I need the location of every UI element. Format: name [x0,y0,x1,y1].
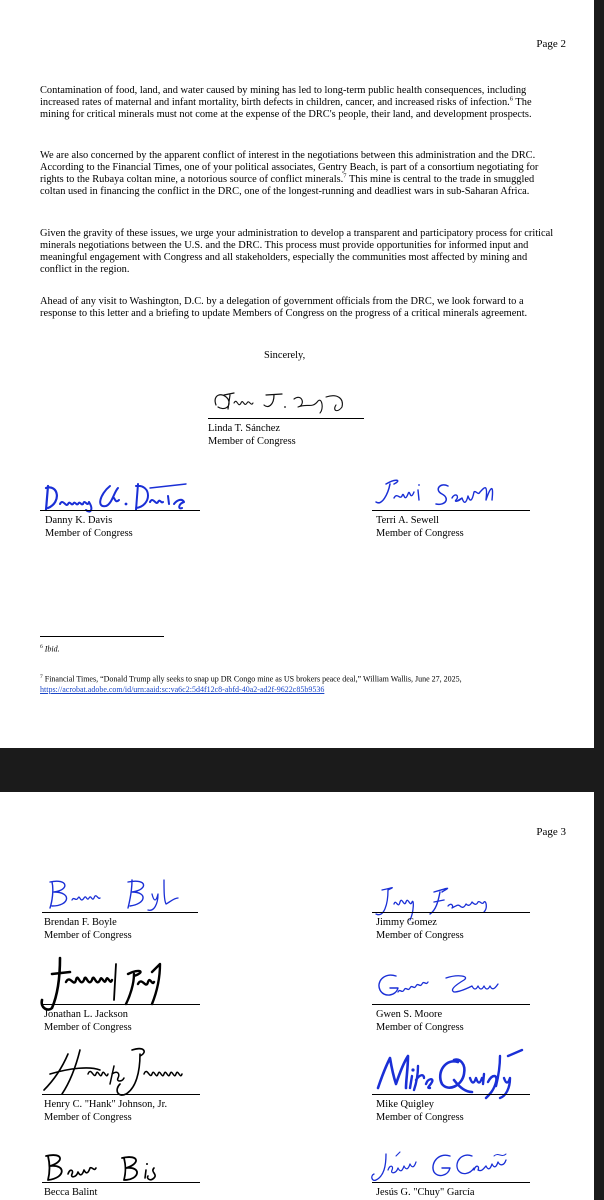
signer-name: Terri A. Sewell [376,515,440,526]
signature-terri-sewell [372,476,522,512]
signer-name: Henry C. "Hank" Johnson, Jr. [44,1099,168,1110]
page-number: Page 3 [536,826,566,838]
signature-line [372,1094,530,1095]
signature-line [208,418,364,419]
paragraph-briefing-request: Ahead of any visit to Washington, D.C. by a delegation of government officials from the DRC, we look forward to a response to this letter and a briefing to update Members of Congress on the progress of a critical minerals agreement. [40,296,528,319]
signer-name: Jonathan L. Jackson [44,1009,128,1020]
signer-name: Mike Quigley [376,1099,435,1110]
signer-title: Member of Congress [44,1112,132,1123]
signer-block-jackson [44,1008,132,1034]
paragraph-transparent-process: Given the gravity of these issues, we urge your administration to develop a transparent and participatory process for critical minerals negotiations between the U.S. and the DRC. This process must provide opportunities for informed input and meaningful engagement with Congress and all stakeholders, especially the communities most affected by mining and conflict in the region. [40,228,554,275]
signer-name: Brendan F. Boyle [44,917,117,928]
signer-title: Member of Congress [208,436,296,447]
paragraph-public-health: Contamination of food, land, and water caused by mining has led to long-term public health consequences, including increased rates of maternal and infant mortality, birth defects in children, cancer, and increased risks of infection.$^6$ The mining for critical minerals must not come at the expense of the DRC's people, their land, and development prospects. [40,85,532,120]
signature-line [372,912,530,913]
signer-block-boyle [44,916,132,942]
signature-line [42,912,198,913]
signature-brendan-boyle [44,876,194,912]
signer-block-gomez [376,916,464,942]
signer-name: Jimmy Gomez [376,917,437,928]
signature-line [372,510,530,511]
signer-title: Member of Congress [376,528,464,539]
signature-line [40,510,200,511]
signer-title: Member of Congress [45,528,133,539]
signature-line [42,1182,200,1183]
footnote-6: $^6$ Ibid. [40,644,60,654]
signature-linda-sanchez [208,385,358,419]
signature-gwen-moore [374,968,524,1004]
signer-block-balint [44,1186,97,1199]
signature-jonathan-jackson [30,954,190,1014]
signer-title: Member of Congress [44,930,132,941]
signature-line [372,1182,530,1183]
page-gap [0,748,604,792]
signer-block-sanchez [208,422,296,448]
signer-block-davis [45,514,133,540]
signer-title: Member of Congress [376,1022,464,1033]
signer-block-garcia [376,1186,475,1199]
footnote-ref-6: 6 [509,95,514,103]
signer-title: Member of Congress [376,930,464,941]
letter-page-3 [0,792,594,1200]
signature-becca-balint [40,1150,190,1184]
signer-name: Becca Balint [44,1187,98,1198]
signature-line [372,1004,530,1005]
signer-name: Gwen S. Moore [376,1009,443,1020]
signer-block-moore [376,1008,464,1034]
signer-block-sewell [376,514,464,540]
footnote-ref-7: 7 [343,172,347,180]
signature-mike-quigley [372,1048,522,1100]
signer-name: Danny K. Davis [45,515,113,526]
signer-title: Member of Congress [376,1112,464,1123]
signature-line [42,1004,200,1005]
paragraph-conflict-of-interest: We are also concerned by the apparent conflict of interest in the negotiations between this administration and the DRC. According to the Financial Times, one of your political associates, Gentry Beach, is part of a consortium negotiating for rights to the Rubaya coltan mine, a notorious source of conflict minerals.$^7$ This mine is central to the trade in smuggled coltan used in financing the conflict in the DRC, one of the longest-running and deadliest wars in sub-Saharan Africa. [40,150,539,197]
footnote-divider [40,636,164,637]
signature-hank-johnson [40,1044,200,1100]
closing-salutation: Sincerely, [264,350,306,361]
signer-block-johnson [44,1098,167,1124]
signature-line [42,1094,200,1095]
footnote-link[interactable]: https://acrobat.adobe.com/id/urn:aaid:sc:va6c2:5d4f12c8-abfd-40a2-ad2f-9622c85b9536 [40,684,325,694]
page-number: Page 2 [536,38,566,50]
signer-name: Linda T. Sánchez [208,423,281,434]
footnote-7: $^7$ Financial Times, “Donald Trump ally seeks to snap up DR Congo mine as US brokers peace deal,” William Wallis, June 27, 2025, https://acrobat.adobe.com/id/urn:aaid:sc:va6c2:5d4f12c8-abfd-40a2-ad2f-9622c85b9536 [40,674,462,694]
signature-jesus-garcia [370,1148,520,1184]
signer-block-quigley [376,1098,464,1124]
signer-name: Jesús G. "Chuy" García [376,1187,475,1198]
signer-title: Member of Congress [44,1022,132,1033]
